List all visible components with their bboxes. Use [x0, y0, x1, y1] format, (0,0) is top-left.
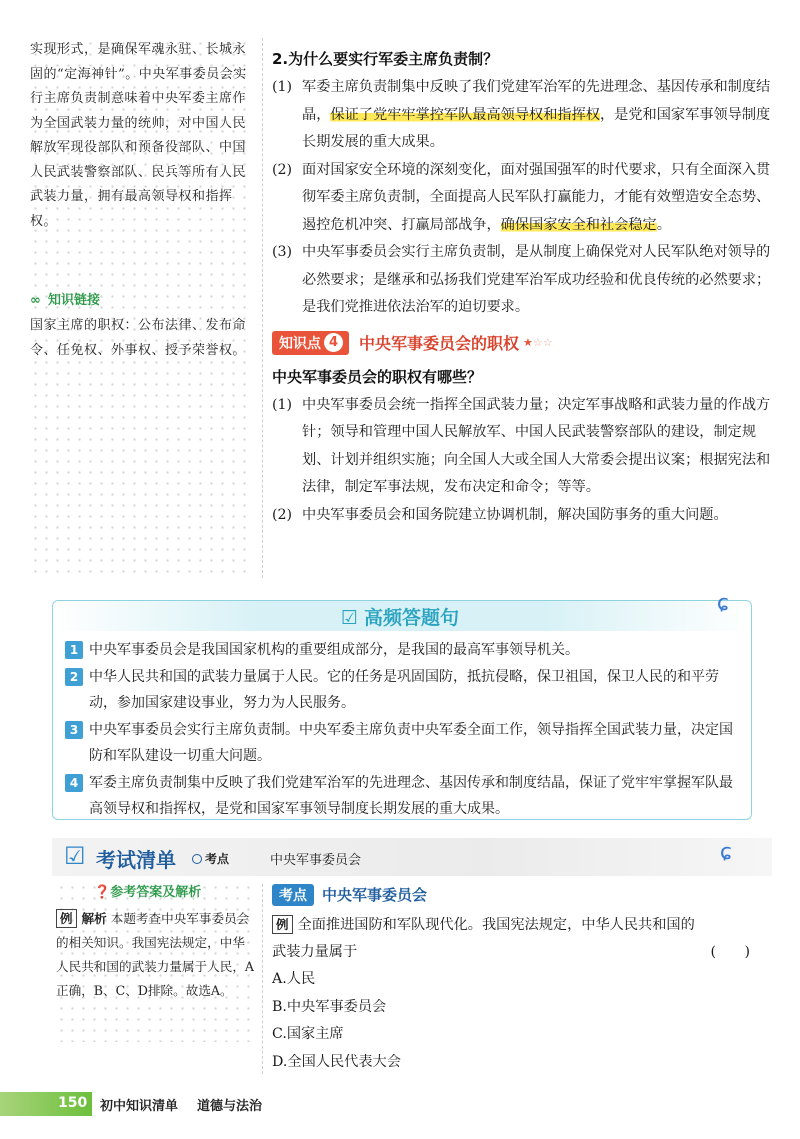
list-item: 1 中央军事委员会是我国国家机构的重要组成部分，是我国的最高军事领导机关。 [65, 637, 745, 664]
question-stem: 例 全面推进国防和军队现代化。我国宪法规定，中华人民共和国的 [272, 912, 750, 939]
subject-title: 道德与法治 [197, 1099, 263, 1114]
exam-question-column [272, 884, 750, 1076]
knowledge-link-heading: ∞ 知识链接 [30, 290, 252, 312]
knowledge-point-header [272, 328, 772, 358]
option-c: C.国家主席 [272, 1026, 344, 1042]
page-footer [0, 1092, 800, 1116]
exam-list-banner [52, 838, 772, 876]
answer-item: (2) 中央军事委员会和国务院建立协调机制，解决国防事务的重大问题。 [272, 506, 728, 523]
high-frequency-list [65, 637, 745, 823]
highlight: 确保国家安全和社会稳定 [500, 216, 657, 233]
option-a: A.人民 [272, 971, 316, 987]
high-frequency-box [52, 591, 752, 820]
high-frequency-title: ☑ 高频答题句 [341, 607, 460, 629]
check-icon: ☑ [64, 842, 86, 870]
exam-point-heading: 考点 中央军事委员会 [272, 884, 750, 906]
highlight: 保证了党牢牢掌控军队最高领导权和指挥权 [330, 106, 600, 123]
section-question-title: 2.为什么要实行军委主席负责制？ [272, 50, 499, 68]
book-title: 初中知识清单 [100, 1099, 179, 1114]
page-number: 150 [58, 1095, 88, 1111]
column-divider [262, 884, 263, 1074]
option-d: D.全国人民代表大会 [272, 1053, 401, 1070]
option-b: B.中央军事委员会 [272, 998, 387, 1015]
answer-item: (1) 中央军事委员会统一指挥全国武装力量；决定军事战略和武装力量的作战方针；领导和管理中国人民解放军、中国人民武装警察部队的建设，制定规划、计划并组织实施；向全国人大或全国人大常委会提出议案；根据宪法和法律，制定军事法规，发布决定和命令；等等。 [272, 396, 771, 495]
key-icon: ❓ [94, 885, 111, 900]
knowledge-link-text: 国家主席的职权：公布法律、发布命令、任免权、外事权、授予荣誉权。 [30, 318, 247, 358]
knowledge-point-badge: 知识点 4 [272, 331, 349, 355]
link-icon: ∞ [30, 293, 41, 308]
swirl-icon: ɕ [716, 591, 729, 616]
list-item: 2 中华人民共和国的武装力量属于人民。它的任务是巩固国防，抵抗侵略，保卫祖国，保卫人民的和平劳动，参加国家建设事业，努力为人民服务。 [65, 664, 745, 717]
exam-point-label: 考点 [192, 850, 229, 867]
answer-item: (1) 军委主席负责制集中反映了我们党建军治军的先进理念、基因传承和制度结晶，保证了党牢牢掌控军队最高领导权和指挥权，是党和国家军事领导制度长期发展的重大成果。 [272, 79, 771, 150]
column-divider [262, 38, 263, 578]
list-item: 4 军委主席负责制集中反映了我们党建军治军的先进理念、基因传承和制度结晶，保证了党牢牢掌握军队最高领导权和指挥权，是党和国家军事领导制度长期发展的重大成果。 [65, 770, 745, 823]
answer-explanation-column [56, 882, 256, 1042]
answer-blank: ( ) [710, 944, 750, 960]
side-note-text: 实现形式，是确保军魂永驻、长城永固的“定海神针”。中央军事委员会实行主席负责制意味着中央军委主席作为全国武装力量的统帅，对中国人民解放军现役部队和预备役部队、中国人民武装警察部队、民兵等所有人民武装力量，拥有最高领导权和指挥权。 [30, 42, 247, 229]
question-stem-cont: 武装力量属于 ( ) [272, 939, 750, 966]
exam-list-title: 考试清单 [96, 848, 176, 872]
knowledge-point-question: 中央军事委员会的职权有哪些？ [272, 367, 483, 386]
exam-point-text: 中央军事委员会 [270, 853, 362, 868]
knowledge-point-title: 中央军事委员会的职权 [359, 334, 520, 353]
list-item: 3 中央军事委员会实行主席负责制。中央军委主席负责中央军委全面工作，领导指挥全国武装力量，决定国防和军队建设一切重大问题。 [65, 717, 745, 770]
swirl-icon: ɕ [719, 840, 732, 865]
main-column [272, 44, 772, 529]
answer-heading: ❓参考答案及解析 [94, 885, 202, 900]
star-rating-icon: ★☆☆ [523, 336, 553, 349]
answer-item: (3) 中央军事委员会实行主席负责制，是从制度上确保党对人民军队绝对领导的必然要求；是继承和弘扬我们党建军治军成功经验和优良传统的必然要求；是我们党推进依法治军的迫切要求。 [272, 244, 771, 315]
side-note-column [30, 38, 252, 573]
check-icon: ☑ [341, 607, 359, 629]
answer-item: (2) 面对国家安全环境的深刻变化，面对强国强军的时代要求，只有全面深入贯彻军委主席负责制，全面提高人民军队打赢能力，才能有效塑造安全态势、遏控危机冲突、打赢局部战争，确保国家安全和社会稳定。 [272, 161, 771, 233]
answer-explanation: 例 解析 本题考查中央军事委员会的相关知识。我国宪法规定，中华人民共和国的武装力量属于人民，A正确，B、C、D排除。故选A。 [56, 911, 255, 998]
